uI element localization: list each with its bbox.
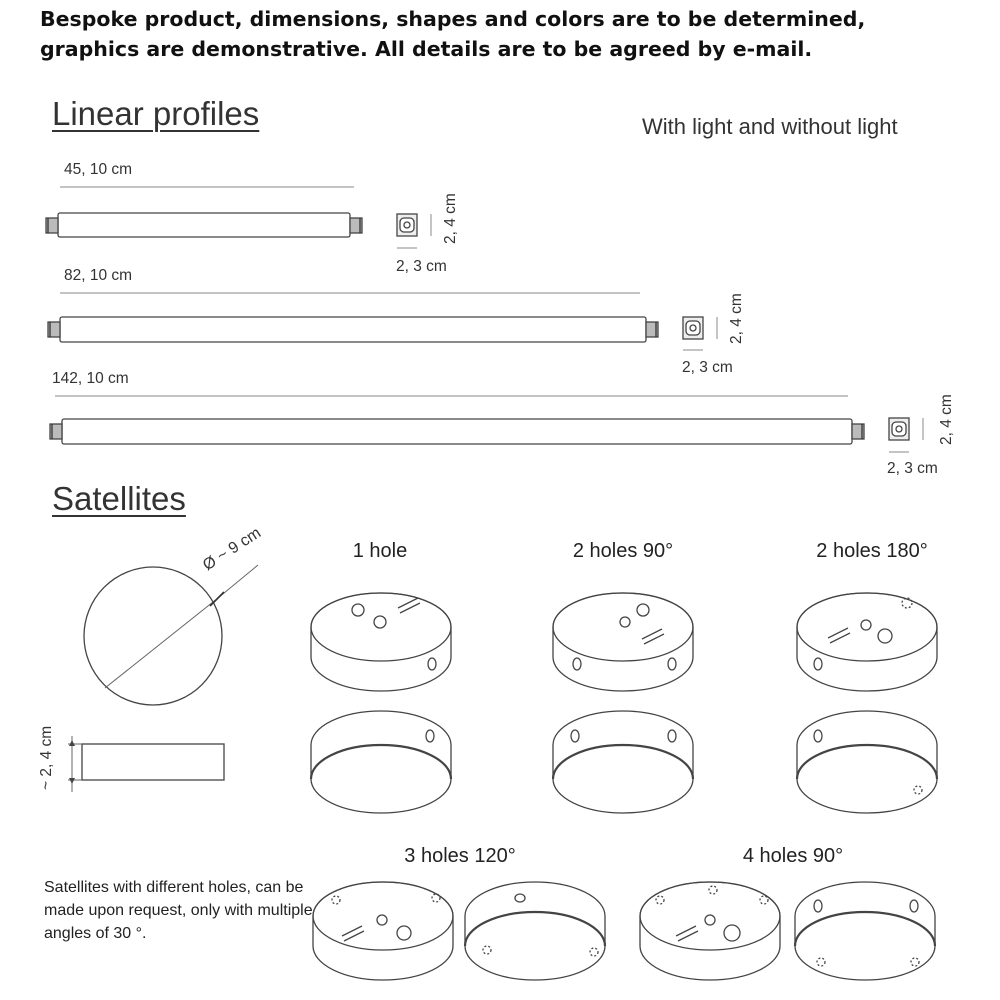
satellite-diameter-label: Ø ~ 9 cm	[200, 524, 265, 575]
satellite-1-hole-top	[311, 593, 451, 691]
satellites-title: Satellites	[52, 480, 186, 517]
profile-3-section-icon	[889, 418, 923, 452]
profile-2-length: 82, 10 cm	[64, 267, 133, 284]
satellite-height-label: ~ 2, 4 cm	[38, 725, 55, 790]
variant-4-holes-90: 4 holes 90°	[742, 845, 844, 867]
satellite-4-holes-90-bottom	[795, 882, 935, 980]
satellite-4-holes-90-top	[640, 882, 780, 980]
notice-text: Bespoke product, dimensions, shapes and colors are to be determined, graphics are demonstrative. All details are to be agreed by e-mail.	[40, 7, 866, 61]
profile-1-width: 2, 3 cm	[396, 258, 447, 275]
profile-1-section-icon	[397, 214, 431, 248]
profile-3-drawing	[50, 396, 923, 452]
profile-1-length: 45, 10 cm	[64, 161, 133, 178]
satellite-2-holes-90-bottom	[553, 711, 693, 813]
profile-3-height: 2, 4 cm	[938, 394, 955, 445]
linear-subtitle: With light and without light	[642, 114, 898, 139]
profile-3-width: 2, 3 cm	[887, 460, 938, 477]
profile-3-length: 142, 10 cm	[52, 370, 129, 387]
profile-2-width: 2, 3 cm	[682, 359, 733, 376]
variant-2-holes-90: 2 holes 90°	[572, 540, 674, 562]
satellite-top-view	[84, 565, 258, 705]
variant-3-holes-120: 3 holes 120°	[404, 845, 516, 867]
satellite-1-hole-bottom	[311, 711, 451, 813]
variant-1-hole: 1 hole	[352, 540, 408, 562]
satellite-side-view	[68, 736, 224, 792]
satellite-note: Satellites with different holes, can be made upon request, only with multiple angles of 30 °.	[44, 879, 313, 942]
satellite-2-holes-180-bottom	[797, 711, 937, 813]
variant-2-holes-180: 2 holes 180°	[816, 540, 928, 562]
satellite-2-holes-180-top	[797, 593, 937, 691]
profile-2-section-icon	[683, 317, 717, 350]
profile-2-drawing	[48, 293, 717, 350]
satellite-3-holes-120-top	[313, 882, 453, 980]
profile-1-drawing	[46, 187, 431, 248]
satellite-3-holes-120-bottom	[465, 882, 605, 980]
profile-1-height: 2, 4 cm	[442, 193, 459, 244]
profile-2-height: 2, 4 cm	[728, 293, 745, 344]
satellite-2-holes-90-top	[553, 593, 693, 691]
linear-profiles-title: Linear profiles	[52, 95, 260, 132]
